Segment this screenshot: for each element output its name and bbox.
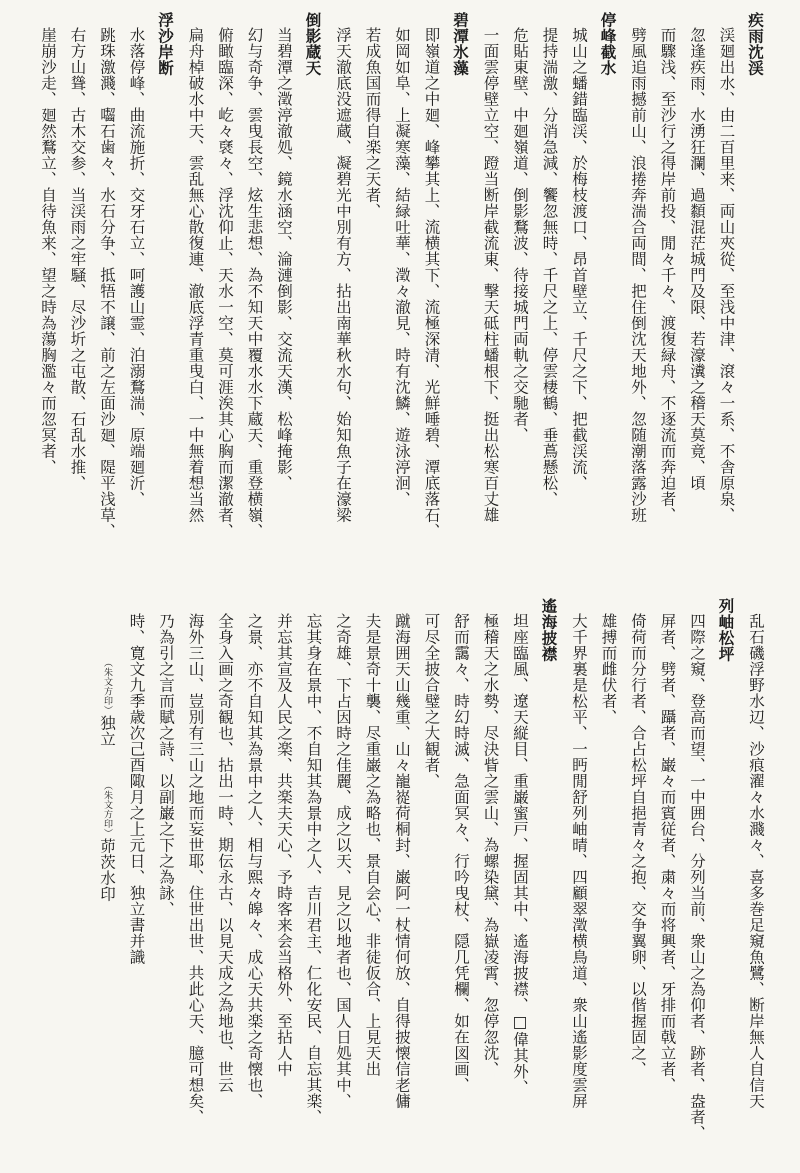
seal-label-2: 茆茨水印	[98, 838, 116, 902]
text-column: 乱石磯浮野水辺、沙痕濯々水濺々、喜多巻足窺魚鷺、断岸無人自信天	[747, 613, 765, 1109]
text-column: 忘其身在景中、不自知其為景中之人、吉川君主、仁化安民、自忘其楽、	[304, 613, 323, 1125]
text-column: 雄搏而雌伏者、	[599, 613, 618, 725]
text-column: 提持湍激、分消急減、饗忽無時、千尺之上、停雲棲鶴、垂蔦懸松、	[540, 27, 559, 507]
text-column: 之奇雄、下占因時之佳麗、成之以天、見之以地者也、国人日処其中、	[334, 613, 352, 1109]
text-column: 如岡如阜、上凝寒藻、結緑吐華、澂々澈見、時有沈鱗、遊泳渟洄、	[393, 27, 411, 507]
text-column: 乃為引之言而賦之詩、以副巌之下之為詠、	[157, 613, 175, 917]
text-column: 大千界裏是松平、一眄閒舒列岫晴、四顧翠澂横鳥道、衆山遙影度雲屏	[570, 613, 588, 1109]
section-heading: 倒影蔵天	[303, 12, 323, 76]
text-column: 可尽全披合璧之大観者、	[422, 613, 441, 789]
section-heading: 停峰截水	[598, 12, 618, 76]
section-heading: 列岫松坪	[716, 598, 736, 662]
section-heading: 遙海披襟	[539, 598, 559, 662]
text-column: 幻与奇争、雲曳長空、炫生悲想、為不知天中覆水水下蔵天、重登横嶺、	[245, 27, 264, 539]
lower-text-block	[20, 598, 770, 1158]
text-column: 扁舟棹破水中天、雲乱無心散復連、澈底浮青重曳白、一中無着想当然	[186, 27, 205, 523]
text-column: 渓廻出水、由二百里来、両山夾從、至浅中津、滾々一系、不舎原泉、	[717, 27, 736, 523]
text-column: 忽逢疾雨、水湧狂瀾、過纇混茫城門及限、若濠瀵之稽天莫竟、頃	[688, 27, 706, 491]
colophon-date: 時、寛文九季歳次己酉陬月之上元日、独立書并識	[127, 613, 146, 965]
text-column: 一面雲停壁立空、蹬当断岸截流東、撃天砥柱蟠根下、挺出松寒百丈雄	[481, 27, 500, 523]
text-column: 舒而靄々、時幻時滅、急面冥々、行吟曳杖、隠几凭欄、如在図画、	[452, 613, 470, 1093]
upper-text-block	[20, 12, 770, 572]
text-column: 俯瞰臨深、屹々褎々、浮沈仰止、天水一空、莫可涯涘其心胸而潔澈者、	[216, 27, 234, 539]
text-column: 蹴海囲天山幾重、山々巃嵸荷桐封、巌阿一杖情何放、自得披懐信老傭	[393, 613, 411, 1109]
text-column: 夫是景奇十襲、尽重巌之為略也、景自会心、非徒仮合、上見天出	[363, 613, 382, 1077]
text-column: 四際之窺、登高而望、一中囲台、分列当前、衆山之為仰者、跡者、盎者、	[688, 613, 706, 1141]
text-column: 城山之蟠錯臨渓、於梅枝渡口、昂首壁立、千尺之下、把截渓流、	[570, 27, 588, 491]
seal-note-2: （朱文方印）	[102, 781, 112, 838]
seal-label-1: 独立	[98, 715, 116, 747]
text-column: 若成魚国而得自楽之天者、	[363, 27, 382, 219]
seal-note-1: （朱文方印）	[102, 658, 112, 715]
text-column: 当碧潭之澂渟澈処、鏡水涵空、淪漣倒影、交流天漢、松峰掩影、	[275, 27, 293, 491]
text-column: 即嶺道之中廻、峰攀其上、流横其下、流極深清、光鮮唾碧、潭底落石、	[422, 27, 441, 539]
text-column: 之景、亦不自知其為景中之人、相与熙々皞々、成心天共楽之奇懐也、	[245, 613, 264, 1109]
text-column: 并忘其宣及人民之楽、共楽夫天心、予時客来会当格外、至拈人中	[275, 613, 293, 1077]
text-column: 倚荷而分行者、合占松坪自挹青々之抱、交争翼卵、以偕握固之、	[629, 613, 647, 1077]
text-column: 危貼東壁、中廻嶺道、倒影鶩波、待接城門両軌之交馳者、	[511, 27, 529, 443]
colophon-seal-line	[92, 598, 122, 1158]
text-column: 劈風追雨撼前山、浪捲奔湍合両間、把住倒沈天地外、忽随潮落露沙班	[629, 27, 647, 523]
text-column: 水落停峰、曲流施折、交牙石立、呵護山霊、泊溺鶩湍、原端廻沂、	[127, 27, 146, 507]
text-column: 右方山聳、古木交参、当渓雨之牢騒、尽沙圻之屯散、石乱水推、	[68, 27, 87, 491]
text-column: 而驟浅、至沙行之得岸前投、閒々千々、渡復緑舟、不逐流而奔迫者、	[658, 27, 677, 523]
text-column: 坦座臨風、遼天縦目、重巌蜜戸、握固其中、遙海披襟、□偉其外、	[511, 613, 529, 1096]
section-heading: 碧潭氷藻	[451, 12, 470, 76]
text-column: 全身入画之奇観也、拈出一時、期伝永古、以見天成之為地也、世云	[216, 613, 234, 1093]
section-heading: 疾雨沈渓	[746, 12, 765, 76]
section-heading: 浮沙岸断	[156, 12, 175, 76]
text-column: 極稽天之水勢、尽決眥之雲山、為螺染黛、為嶽凌霄、忽停忽沈、	[481, 613, 500, 1077]
text-column: 海外三山、豈別有三山之地而妄世耶、住世出世、共此心天、臆可想矣、	[186, 613, 205, 1125]
text-column: 屏者、劈者、躡者、巌々而賓従者、粛々而将興者、牙排而戟立者、	[658, 613, 677, 1093]
text-column: 崖崩沙走、廻然鶩立、自待魚来、望之時為蕩胸濫々而忽冥者、	[39, 27, 57, 475]
text-column: 浮天澈底没遮蔵、凝碧光中別有方、拈出南華秋水句、始知魚子在濠梁	[334, 27, 352, 523]
text-column: 跳珠激濺、囓石歯々、水石分争、抵牾不譲、前之左面沙廻、隄平浅草、	[98, 27, 116, 539]
